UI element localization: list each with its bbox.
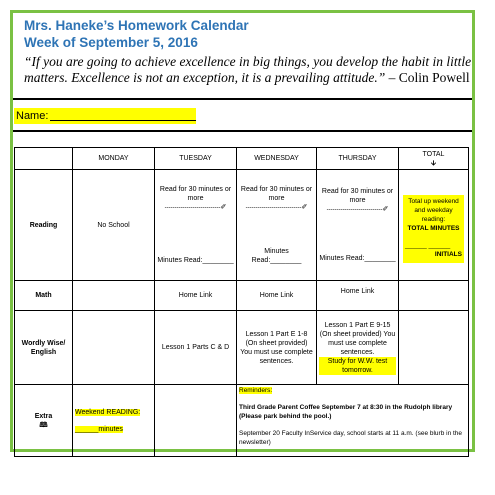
pencil-icon: ✐ (220, 204, 227, 211)
dash-line: ---------------------------- (164, 205, 221, 211)
name-field[interactable] (50, 108, 196, 124)
reminders-label: Reminders: (239, 387, 273, 394)
reminder-faculty-inservice: September 20 Faculty InService day, school starts at 11 a.m. (see blurb in the newsletter) (239, 430, 463, 446)
total-box (403, 195, 464, 263)
title-line-2: Week of September 5, 2016 (24, 35, 198, 50)
header (24, 17, 474, 86)
total-header (399, 148, 469, 170)
read-prompt: Read for 30 minutes or more (240, 186, 313, 202)
minutes-read-field[interactable]: Minutes Read:________ (319, 255, 396, 262)
dash-line: ---------------------------- (245, 205, 302, 211)
math-monday (73, 281, 155, 311)
title-line-1: Mrs. Haneke’s Homework Calendar (24, 18, 249, 33)
wordly-tuesday: Lesson 1 Parts C & D (155, 311, 237, 385)
divider-top (13, 98, 472, 100)
header-row (15, 148, 469, 170)
reading-total (399, 170, 469, 281)
math-thursday: Home Link (317, 281, 399, 311)
day-tuesday: TUESDAY (155, 148, 237, 170)
divider-mid (13, 130, 472, 132)
wordly-thursday-text: Lesson 1 Part E 9-15 (On sheet provided) You must use complete sentences. (319, 321, 396, 356)
day-wednesday: WEDNESDAY (237, 148, 317, 170)
read-prompt: Read for 30 minutes or more (321, 188, 394, 204)
read-dash-line (239, 203, 314, 213)
minutes-read-field[interactable]: Minutes Read:________ (251, 248, 302, 264)
quote (24, 54, 474, 86)
quote-line-2-text: matters. Excellence is not an exception, it is a prevailing attitude.” (24, 70, 386, 85)
total-minutes-label: TOTAL MINUTES (407, 225, 460, 232)
extra-label-cell (15, 385, 73, 457)
wordly-monday (73, 311, 155, 385)
minutes-read-field[interactable]: Minutes Read:________ (157, 257, 234, 264)
math-total (399, 281, 469, 311)
name-row (14, 108, 196, 124)
wordly-row (15, 311, 469, 385)
extra-row (15, 385, 469, 457)
reading-thursday (317, 170, 399, 281)
quote-line-1: “If you are going to achieve excellence in big things, you develop the habit in little (24, 54, 472, 69)
name-label: Name: (16, 110, 49, 122)
reading-tuesday (155, 170, 237, 281)
wordly-thursday (317, 311, 399, 385)
reading-monday: No School (73, 170, 155, 281)
wordly-label: Wordly Wise/ English (15, 311, 73, 385)
weekend-minutes-field[interactable]: ______minutes (75, 425, 123, 433)
total-text: Total up weekend and weekday reading: (408, 198, 459, 223)
wordly-wednesday: Lesson 1 Part E 1-8 (On sheet provided) You must use complete sentences. (237, 311, 317, 385)
reading-row (15, 170, 469, 281)
math-label: Math (15, 281, 73, 311)
day-thursday: THURSDAY (317, 148, 399, 170)
day-monday: MONDAY (73, 148, 155, 170)
total-blanks[interactable]: ______ ______ (405, 242, 451, 249)
book-icon: 🕮 (39, 421, 48, 429)
read-dash-line (157, 203, 234, 213)
reading-wednesday (237, 170, 317, 281)
reading-label: Reading (15, 170, 73, 281)
total-label: TOTAL (422, 150, 445, 158)
wordly-total (399, 311, 469, 385)
reminders-cell (237, 385, 469, 457)
reminder-parent-coffee: Third Grade Parent Coffee September 7 at 8:30 in the Rudolph library (Please park behind the pool.) (239, 404, 453, 420)
extra-weekend (73, 385, 155, 457)
quote-author: – Colin Powell (385, 70, 470, 85)
math-wednesday: Home Link (237, 281, 317, 311)
wordly-test-reminder: Study for W.W. test tomorrow. (319, 357, 396, 375)
corner-cell (15, 148, 73, 170)
read-prompt: Read for 30 minutes or more (159, 186, 232, 202)
pencil-icon: ✐ (301, 204, 308, 211)
math-row (15, 281, 469, 311)
dash-line: ---------------------------- (326, 207, 383, 213)
extra-label: Extra (34, 412, 53, 420)
calendar-table (14, 147, 469, 457)
pencil-icon: ✐ (382, 206, 389, 213)
quote-line-2 (24, 70, 474, 86)
initials-label: INITIALS (434, 251, 462, 258)
down-arrow-icon: 🡫 (430, 159, 437, 167)
math-tuesday: Home Link (155, 281, 237, 311)
weekend-reading-label: Weekend READING: (75, 408, 141, 416)
extra-tuesday (155, 385, 237, 457)
read-dash-line (319, 205, 396, 215)
